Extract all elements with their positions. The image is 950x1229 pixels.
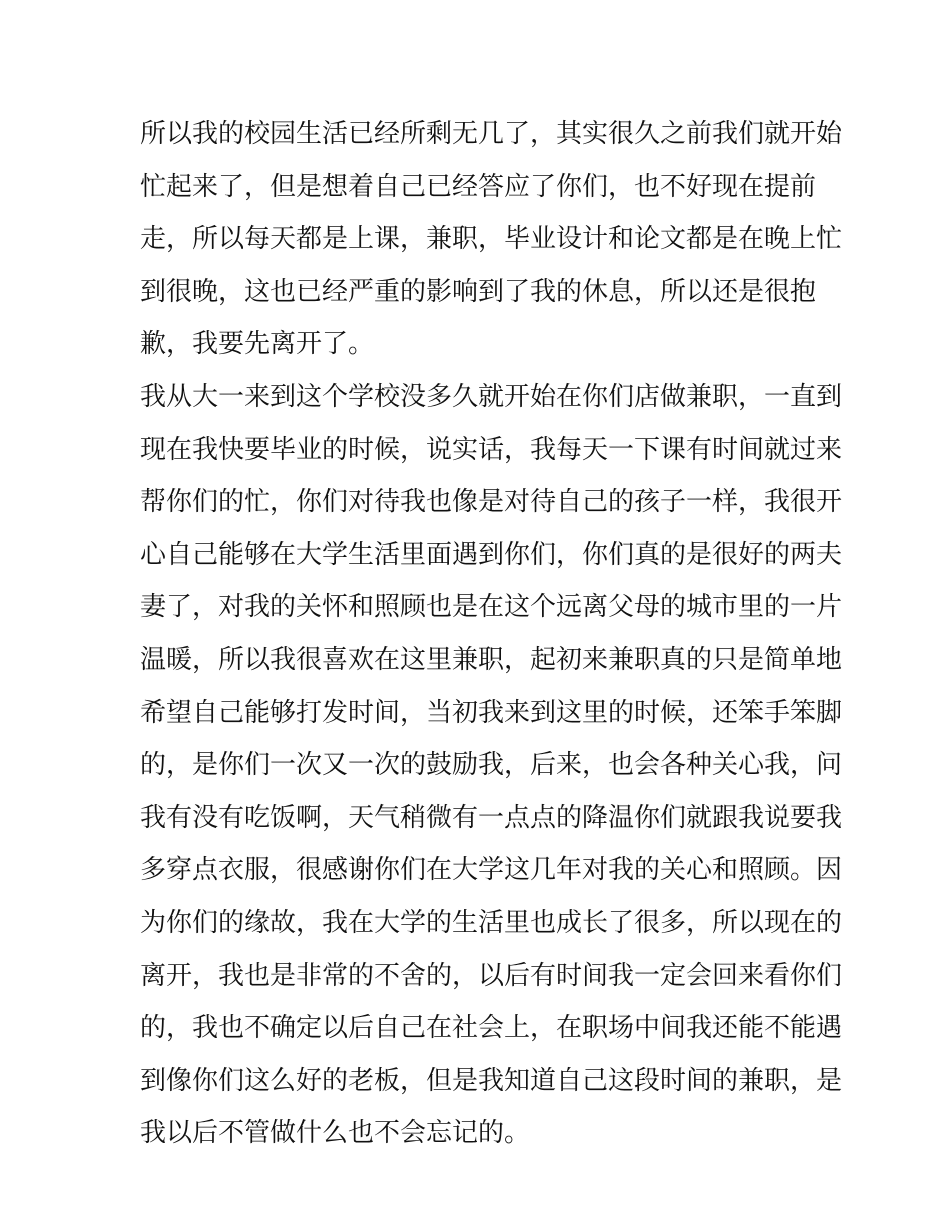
text-line: 我以后不管做什么也不会忘记的。: [140, 1118, 531, 1149]
text-line: 到很晚，这也已经严重的影响到了我的休息，所以还是很抱: [140, 276, 817, 307]
text-line: 帮你们的忙，你们对待我也像是对待自己的孩子一样，我很开: [140, 487, 843, 518]
text-line: 的，是你们一次又一次的鼓励我，后来，也会各种关心我，问: [140, 750, 843, 781]
text-line: 所以我的校园生活已经所剩无几了，其实很久之前我们就开始: [140, 119, 843, 149]
text-line: 希望自己能够打发时间，当初我来到这里的时候，还笨手笨脚: [140, 697, 843, 728]
text-line: 心自己能够在大学生活里面遇到你们，你们真的是很好的两夫: [140, 539, 843, 570]
text-line: 忙起来了，但是想着自己已经答应了你们，也不好现在提前: [140, 171, 817, 202]
text-line: 的，我也不确定以后自己在社会上，在职场中间我还能不能遇: [140, 1013, 843, 1044]
text-line: 我从大一来到这个学校没多久就开始在你们店做兼职，一直到: [140, 381, 843, 412]
body-text: [140, 108, 843, 1160]
text-line: 我有没有吃饭啊，天气稍微有一点点的降温你们就跟我说要我: [140, 802, 843, 833]
text-line: 为你们的缘故，我在大学的生活里也成长了很多，所以现在的: [140, 907, 843, 938]
text-line: 多穿点衣服，很感谢你们在大学这几年对我的关心和照顾。因: [140, 855, 843, 886]
text-line: 走，所以每天都是上课，兼职，毕业设计和论文都是在晚上忙: [140, 224, 843, 255]
text-line: 妻了，对我的关怀和照顾也是在这个远离父母的城市里的一片: [140, 592, 843, 623]
text-line: 温暖，所以我很喜欢在这里兼职，起初来兼职真的只是简单地: [140, 644, 843, 675]
text-line: 歉，我要先离开了。: [140, 329, 375, 360]
text-line: 到像你们这么好的老板，但是我知道自己这段时间的兼职，是: [140, 1065, 843, 1096]
text-line: 离开，我也是非常的不舍的，以后有时间我一定会回来看你们: [140, 960, 843, 991]
text-line: 现在我快要毕业的时候，说实话，我每天一下课有时间就过来: [140, 434, 843, 465]
